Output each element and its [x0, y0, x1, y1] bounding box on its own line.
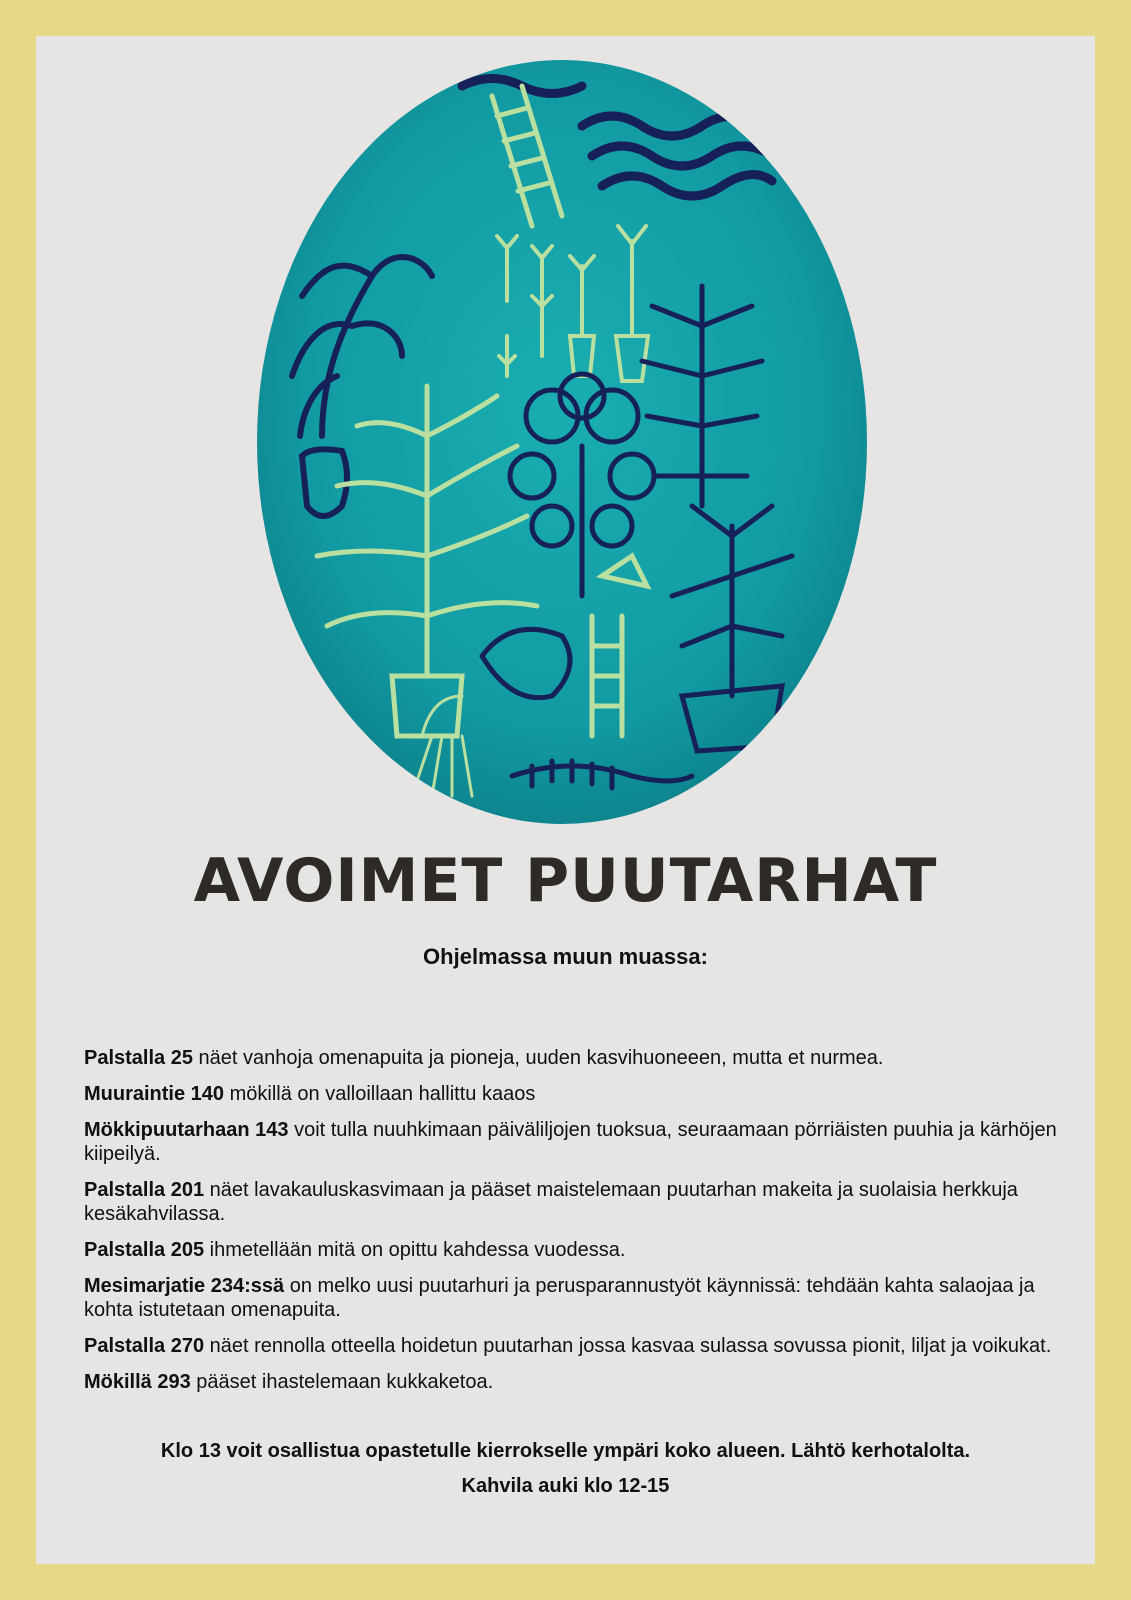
list-item	[84, 1274, 1064, 1322]
garden-location: Palstalla 25	[84, 1047, 193, 1069]
garden-description: mökillä on valloillaan hallittu kaaos	[224, 1083, 536, 1105]
list-item	[84, 1334, 1064, 1358]
list-item	[84, 1046, 1064, 1070]
garden-list	[84, 1046, 1064, 1406]
list-item	[84, 1238, 1064, 1262]
poster-title: AVOIMET PUUTARHAT	[193, 846, 938, 916]
garden-location: Muuraintie 140	[84, 1083, 225, 1105]
garden-location: Palstalla 201	[84, 1179, 205, 1201]
list-item	[84, 1178, 1064, 1226]
garden-location: Mökillä 293	[84, 1371, 191, 1393]
tour-info: Klo 13 voit osallistua opastetulle kierrokselle ympäri koko alueen. Lähtö kerhotalolta.	[160, 1440, 971, 1462]
list-item	[84, 1370, 1064, 1394]
garden-illustration	[252, 56, 872, 828]
garden-location: Mesimarjatie 234:ssä	[84, 1275, 285, 1297]
list-item	[84, 1082, 1064, 1106]
garden-location: Palstalla 270	[84, 1335, 205, 1357]
garden-location: Mökkipuutarhaan 143	[84, 1119, 289, 1141]
garden-description: näet rennolla otteella hoidetun puutarhan jossa kasvaa sulassa sovussa pionit, liljat ja voikukat.	[204, 1335, 1052, 1357]
garden-description: pääset ihastelemaan kukkaketoa.	[190, 1371, 494, 1393]
garden-description: näet vanhoja omenapuita ja pioneja, uuden kasvihuoneeen, mutta et nurmea.	[192, 1047, 884, 1069]
garden-location: Palstalla 205	[84, 1239, 205, 1261]
program-subtitle: Ohjelmassa muun muassa:	[423, 944, 708, 969]
garden-description: voit tulla nuuhkimaan päiväliljojen tuoksua, seuraamaan pörriäisten puuhia ja kärhöjen kiipeilyä.	[84, 1119, 1057, 1165]
garden-description: näet lavakauluskasvimaan ja pääset maistelemaan puutarhan makeita ja suolaisia herkkuja kesäkahvilassa.	[84, 1179, 1018, 1225]
garden-description: ihmetellään mitä on opittu kahdessa vuodessa.	[204, 1239, 626, 1261]
footer-info	[36, 1440, 1095, 1510]
poster	[36, 36, 1095, 1564]
list-item	[84, 1118, 1064, 1166]
cafe-hours: Kahvila auki klo 12-15	[461, 1475, 670, 1497]
garden-description: on melko uusi puutarhuri ja perusparannustyöt käynnissä: tehdään kahta salaojaa ja kohta istutetaan omenapuita.	[84, 1275, 1035, 1321]
